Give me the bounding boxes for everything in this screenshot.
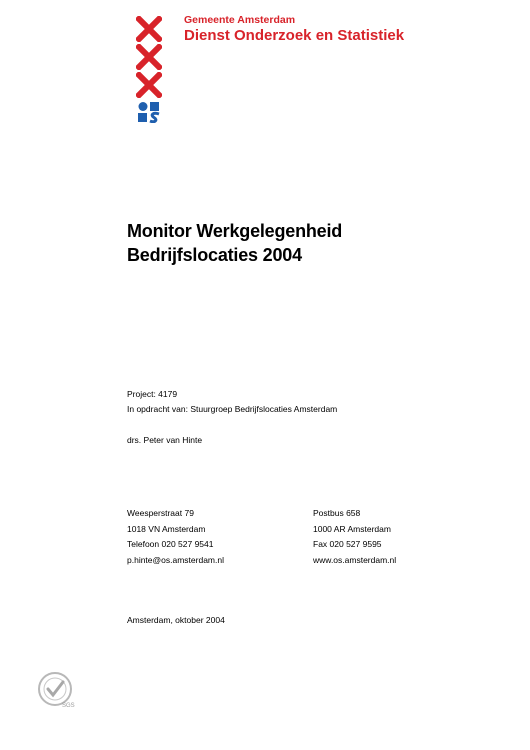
address-city: 1018 VN Amsterdam bbox=[127, 524, 206, 534]
os-mark-icon bbox=[137, 101, 161, 123]
commissioned-by: In opdracht van: Stuurgroep Bedrijfslocaties Amsterdam bbox=[127, 404, 338, 414]
place-and-date: Amsterdam, oktober 2004 bbox=[127, 615, 225, 625]
seal-text: SGS bbox=[62, 703, 75, 709]
postbox: Postbus 658 bbox=[313, 508, 361, 518]
address-street: Weesperstraat 79 bbox=[127, 508, 194, 518]
st-andrews-cross-icon bbox=[136, 16, 162, 42]
st-andrews-cross-icon bbox=[136, 72, 162, 98]
project-number: Project: 4179 bbox=[127, 389, 178, 399]
email-address: p.hinte@os.amsterdam.nl bbox=[127, 555, 224, 565]
author-name: drs. Peter van Hinte bbox=[127, 435, 203, 445]
department-name: Dienst Onderzoek en Statistiek bbox=[184, 27, 405, 44]
phone-number: Telefoon 020 527 9541 bbox=[127, 539, 214, 549]
document-title-line2: Bedrijfslocaties 2004 bbox=[127, 245, 302, 265]
st-andrews-cross-icon bbox=[136, 44, 162, 70]
certification-seal-icon bbox=[36, 670, 76, 710]
fax-number: Fax 020 527 9595 bbox=[313, 539, 382, 549]
document-title-line1: Monitor Werkgelegenheid bbox=[127, 221, 343, 241]
postbox-city: 1000 AR Amsterdam bbox=[313, 524, 391, 534]
website-url: www.os.amsterdam.nl bbox=[313, 555, 397, 565]
municipality-name: Gemeente Amsterdam bbox=[184, 14, 296, 26]
